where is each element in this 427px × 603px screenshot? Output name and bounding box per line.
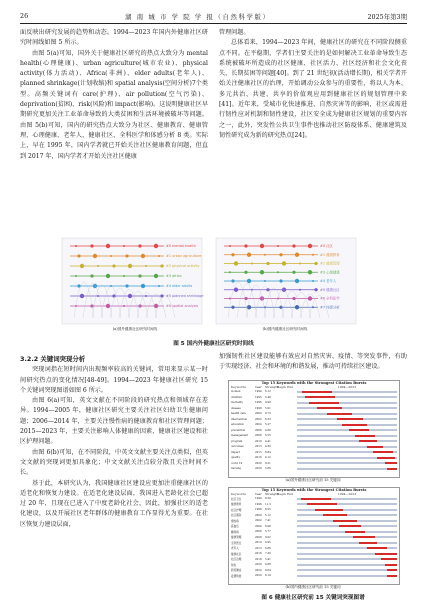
timeline-node — [295, 305, 299, 309]
strength: 8.20 — [265, 497, 271, 501]
keyword: 韧性 — [231, 563, 237, 567]
running-header — [20, 10, 407, 22]
strength: 6.33 — [265, 417, 271, 421]
timeline-cluster-label: #4 elder adults — [166, 284, 193, 289]
timeline-node — [229, 298, 231, 300]
burst-bar — [297, 451, 397, 453]
timeline-node — [75, 275, 77, 277]
timeline-cluster-label: #2 physical activity — [166, 264, 200, 269]
timeline-node — [279, 253, 282, 256]
journal-title: 湖 南 城 市 学 院 学 报（自然科学版） — [125, 12, 271, 21]
column-header: End — [287, 385, 294, 389]
figure-5b-caption: (b)国内健康社区研究时间线 — [262, 327, 308, 331]
year: 2008 — [255, 434, 262, 438]
timeline-cluster-label: #3 africa — [166, 274, 182, 279]
burst-table-a — [228, 380, 400, 478]
timeline-node — [266, 288, 269, 291]
burst-segment — [302, 391, 332, 393]
year: 2006 — [255, 428, 262, 432]
table-header — [229, 492, 399, 496]
keyword: management — [231, 434, 249, 438]
year: 2010 — [255, 439, 262, 443]
burst-bar — [297, 575, 397, 577]
table-row — [229, 466, 399, 472]
timeline-node — [154, 274, 158, 278]
strength: 5.12 — [265, 513, 271, 517]
timeline-node — [158, 255, 160, 257]
keyword: education — [231, 423, 244, 427]
timeline-node — [247, 279, 251, 283]
figure-5a-caption: (a)国外健康社区研究时间线 — [112, 327, 158, 331]
timeline-cluster-label: #0 社区 — [320, 244, 333, 249]
paragraph: 加强韧性社区建设能够有效应对自然灾害、疫情、等突发事件，有助于实现经济、社会和环境的和谐发展，推动可持续社区建设。 — [219, 353, 407, 371]
left-column-bottom — [20, 352, 208, 530]
burst-bar — [297, 553, 397, 555]
burst-bar — [297, 429, 397, 431]
strength: 6.86 — [265, 546, 271, 550]
timeline-node — [299, 289, 301, 291]
year: 2000 — [255, 513, 262, 517]
timeline-node — [279, 279, 282, 282]
timeline-node — [251, 263, 253, 265]
strength: 5.27 — [265, 423, 271, 427]
burst-bar — [297, 525, 397, 527]
timeline-node — [277, 271, 279, 273]
column-header: Keywords — [231, 385, 246, 389]
keyword: 糖尿病 — [231, 530, 239, 534]
year: 1994 — [255, 497, 262, 501]
burst-bar — [297, 569, 397, 571]
keyword: 社区护理 — [231, 508, 242, 512]
burst-segment — [387, 575, 397, 577]
year: 2006 — [255, 530, 262, 534]
timeline-node — [145, 295, 147, 297]
timeline-node — [264, 254, 266, 256]
timeline-node — [314, 262, 317, 265]
keyword: 疫情防控 — [231, 574, 242, 578]
keyword: quality — [231, 456, 241, 460]
timeline-node — [112, 264, 115, 267]
strength: 4.73 — [265, 412, 271, 416]
column-header: Strength — [265, 385, 279, 389]
keyword: disease — [231, 406, 241, 410]
timeline-node — [123, 275, 125, 277]
burst-segment — [337, 418, 363, 420]
year: 2015 — [255, 450, 262, 454]
timeline-node — [138, 244, 141, 247]
column-header: Begin — [277, 492, 286, 496]
timeline-node — [314, 288, 317, 291]
year: 2002 — [255, 417, 262, 421]
burst-segment — [339, 525, 361, 527]
column-header: Year — [255, 492, 262, 496]
strength: 6.84 — [265, 450, 271, 454]
year: 2020 — [255, 568, 262, 572]
timeline-cluster-label: #5 planned shrinkage — [166, 294, 204, 299]
keyword: women — [231, 390, 241, 394]
timeline-node — [110, 255, 112, 257]
burst-bar — [297, 457, 397, 459]
issue-label: 2025年第3期 — [367, 12, 407, 21]
year: 1998 — [255, 406, 262, 410]
burst-bar — [297, 542, 397, 544]
strength: 7.41 — [265, 519, 271, 523]
strength: 4.95 — [265, 541, 271, 545]
burst-segment — [385, 462, 397, 464]
timeline-node — [141, 254, 145, 258]
timeline-node — [97, 265, 99, 267]
strength: 7.30 — [265, 552, 271, 556]
burst-segment — [345, 531, 365, 533]
header-rule — [20, 23, 407, 24]
strength: 6.12 — [265, 390, 271, 394]
strength: 5.48 — [265, 395, 271, 399]
table-row — [229, 573, 399, 579]
strength: 4.30 — [265, 445, 271, 449]
year: 2004 — [255, 423, 262, 427]
keyword: health care — [231, 412, 246, 416]
year: 2013 — [255, 546, 262, 550]
burst-bar — [297, 558, 397, 560]
figure-6-caption: 图 6 健康社区研究前 15 关键词突现图谱 — [261, 595, 365, 601]
timeline-node — [90, 244, 93, 247]
timeline-node — [125, 284, 128, 287]
timeline-node — [80, 294, 84, 298]
burst-bar — [297, 498, 397, 500]
strength: 6.55 — [265, 508, 271, 512]
year: 2020 — [255, 563, 262, 567]
keyword: outcomes — [231, 445, 244, 449]
timeline-node — [312, 280, 314, 282]
timeline-node — [160, 294, 163, 297]
paragraph: 管理问题。 — [219, 29, 250, 36]
burst-segment — [301, 498, 331, 500]
keyword: intervention — [231, 417, 248, 421]
timeline-node — [231, 279, 234, 282]
burst-segment — [353, 536, 375, 538]
year: 1995 — [255, 395, 262, 399]
timeline-node — [234, 288, 238, 292]
keyword: mortality — [231, 401, 244, 405]
burst-table-title: Top 15 Keywords with the Strongest Citation Bursts — [261, 488, 367, 492]
strength: 4.12 — [265, 456, 271, 460]
burst-bar — [297, 520, 397, 522]
strength: 5.01 — [265, 406, 271, 410]
keyword: covid 19 — [231, 461, 243, 465]
burst-segment — [309, 402, 339, 404]
year: 1994 — [255, 390, 262, 394]
timeline-node — [231, 306, 234, 309]
figure-5 — [60, 236, 360, 336]
burst-bar — [297, 514, 397, 516]
year: 2020 — [255, 574, 262, 578]
burst-table-b — [228, 487, 400, 585]
keyword: 新冠肺炎 — [231, 569, 242, 573]
burst-bar — [297, 531, 397, 533]
timeline-node — [77, 254, 80, 257]
keyword: 社区卫生 — [231, 497, 242, 501]
timeline-node — [128, 294, 132, 298]
timeline-node — [292, 271, 295, 274]
strength: 5.55 — [265, 434, 271, 438]
paragraph: 基于此，本研究认为，我国健康社区建设应更加注重健康社区的适老化和恢复力建设。在适老化建设层面，我国进入老龄化社会已超过 20 年，且现在已进入了中度老龄化社会，因此，加强社区的适老化建设，以及开展社区老年群体的健康教育工作显得尤为重要。在社区恢复力建设层面， — [20, 479, 208, 528]
strength: 5.77 — [265, 530, 271, 534]
burst-segment — [305, 396, 335, 398]
table-header — [229, 385, 399, 389]
timeline-node — [299, 263, 301, 265]
burst-segment — [359, 542, 377, 544]
timeline-node — [308, 244, 312, 248]
year: 2018 — [255, 557, 262, 561]
burst-bar — [297, 446, 397, 448]
timeline-node — [145, 265, 147, 267]
strength: 9.21 — [265, 461, 271, 465]
keyword: 健康管理 — [231, 536, 242, 540]
strength: 4.88 — [265, 563, 271, 567]
strength: 4.41 — [265, 439, 271, 443]
timeline-cluster-label: #7 体感分析 — [320, 305, 340, 310]
paragraph: 由图 5(a)可知，国外关于健康社区研究的热点大致分为 mental health(心理健康)、urban agriculture(城市农业)、physical activity(体力活动)、Africa(非洲)、elder adults(老年人)、planned shrinkage(计划收缩)和 spatial analysis(空间分析)7个类型。高频关键词有 care(护理)、air pollution(空气污染)、deprivation(贫困)、risk(风险)和 impact(影响)。这说明健康社区早期研究更加关注工业革命导致的大类贫困和生活环境被破坏等问题。由图 5(b)可知，国内的研究热点大致分为社区、健康教育、健康管理、心理健康、老年人、健康社区、全科医学和体感分析 8 类。实际上，早在 1995 年，国内学者就已开始关注社区健康教育问题，但直到 2017 年，国内学者才开始关注社区健康 — [20, 49, 208, 160]
timeline-cluster-label: #0 mental health — [166, 244, 196, 249]
year: 2004 — [255, 524, 262, 528]
timeline-node — [158, 285, 160, 287]
timeline-node — [93, 254, 97, 258]
keyword: 老年人 — [231, 547, 239, 551]
timeline-node — [244, 271, 247, 274]
timeline-node — [282, 261, 286, 265]
timeline-node — [260, 270, 264, 274]
year: 2000 — [255, 412, 262, 416]
burst-bar — [297, 564, 397, 566]
year: 2020 — [255, 461, 262, 465]
keyword: nursing — [231, 467, 242, 471]
burst-segment — [381, 558, 397, 560]
timeline-node — [308, 270, 312, 274]
paragraph: 由图 6(a)可知，英文文献在不同阶段的研究热点和领域存在差异。1994—2005 年，健康社区研究主要关注社区妇幼卫生健康问题；2006—2014 年，主要关注慢性病的健康教育和社区管理问题；2015—2023 年，主要关注影响人体健康的因素，健康社区建设和社区护理问题。 — [20, 397, 208, 446]
timeline-node — [106, 274, 110, 278]
timeline-node — [312, 306, 314, 308]
timeline-node — [229, 245, 231, 247]
burst-segment — [323, 514, 347, 516]
timeline-node — [128, 264, 132, 268]
burst-segment — [375, 553, 397, 555]
year: 1998 — [255, 508, 262, 512]
timeline-node — [138, 274, 141, 277]
year: 2020 — [255, 467, 262, 471]
figure-6b-caption: (b)国内健康社区研究前 15 关键词 — [285, 585, 341, 589]
timeline-cluster-label: #6 spatial analysis — [166, 304, 199, 309]
column-header: Keywords — [231, 492, 246, 496]
timeline-node — [292, 297, 295, 300]
burst-bar — [297, 547, 397, 549]
strength: 5.41 — [265, 557, 271, 561]
timeline-node — [292, 244, 295, 247]
timeline-node — [264, 280, 266, 282]
timeline-node — [244, 244, 247, 247]
year: 1996 — [255, 401, 262, 405]
burst-segment — [315, 509, 343, 511]
paragraph: 总体看来，1994—2023 年间，健康社区的研究在不同阶段侧重点不同。在平稳期，学者们主要关注的是如何解决工业革命导致生态系统被破坏所造成的社区健康、社区活力、社区经济和社会文化丧失、长期贫困等问题[40]。到了 21 世纪初(活动增长期)，相关学者开始关注健康社区的治理，开始调动公众参与的重要性，将以人为本、多元共治、共建、共享的价值观应用到健康社区的规划管理中来[41]。近年来，受城市化快速推进、自然灾害等的影响，社区或需进行韧性应对机制和韧性建设，社区安全成为健康社区规划的重要内容之一，此外，突发性公共卫生事件也推动社区防疫体系、健康建筑及韧性研究成为新的研究热点[24]。 — [219, 39, 407, 139]
timeline-panel — [62, 238, 202, 324]
column-header: Begin — [277, 385, 286, 389]
timeline-node — [260, 244, 264, 248]
figure-5-caption: 图 5 国内外健康社区研究时间线 — [173, 341, 254, 347]
paragraph: 面反映出研究发展的趋势和动态。1994—2023 年国内外健康社区研究时间线如图 5 所示。 — [20, 29, 208, 47]
keyword: 高血压 — [231, 525, 239, 529]
timeline-node — [247, 253, 251, 257]
column-header: Year — [255, 385, 262, 389]
year: 2010 — [255, 541, 262, 545]
timeline-cluster-label: #4 老年人 — [320, 279, 337, 284]
timeline-cluster-label: #1 健康教育 — [320, 252, 340, 257]
keyword: program — [231, 439, 243, 443]
strength: 5.66 — [265, 467, 271, 471]
burst-bar — [297, 424, 397, 426]
keyword: 全科医生 — [231, 541, 242, 545]
burst-segment — [307, 503, 337, 505]
timeline-cluster-label: #3 心理健康 — [320, 270, 340, 275]
burst-segment — [359, 440, 377, 442]
burst-segment — [342, 424, 367, 426]
strength: 6.08 — [265, 524, 271, 528]
timeline-node — [231, 253, 234, 256]
keyword: 社区服务 — [231, 514, 242, 518]
keyword: 社区治理 — [231, 558, 242, 562]
timeline-node — [160, 264, 163, 267]
keyword: 慢性病 — [231, 519, 239, 523]
keyword: 健康教育 — [231, 503, 242, 507]
burst-segment — [349, 429, 369, 431]
strength: 4.66 — [265, 428, 271, 432]
burst-table-title: Top 15 Keywords with the Strongest Citation Bursts — [261, 381, 367, 385]
strength: 4.90 — [265, 401, 271, 405]
year: 2008 — [255, 535, 262, 539]
timeline-cluster-label: #6 全科医学 — [320, 296, 340, 301]
paragraph: 突现词指在短时间内出现频率较高的关键词，常用来显示某一时间研究热点的变化情况[48-49]。1994—2023 年健康社区研究 15 个关键词突现图谱如图 6 所示。 — [20, 366, 208, 394]
burst-segment — [333, 520, 357, 522]
timeline-node — [97, 295, 99, 297]
timeline-node — [90, 274, 93, 277]
left-column-top — [20, 28, 208, 162]
burst-bar — [297, 462, 397, 464]
year: 2002 — [255, 519, 262, 523]
burst-bar — [297, 413, 397, 415]
timeline-node — [266, 262, 269, 265]
year: 2016 — [255, 552, 262, 556]
timeline-node — [123, 305, 125, 307]
right-column-top — [219, 28, 407, 141]
burst-segment — [387, 468, 397, 470]
page-number: 26 — [20, 12, 29, 20]
column-header: Strength — [265, 492, 279, 496]
year: 2013 — [255, 445, 262, 449]
strength: 11.3 — [265, 502, 271, 506]
year-range: 1994—2023 — [337, 492, 357, 496]
burst-bar — [297, 391, 397, 393]
timeline-cluster-label: #1 urban agriculture — [166, 254, 202, 259]
burst-segment — [317, 407, 342, 409]
timeline-node — [308, 296, 312, 300]
keyword: prevention — [231, 428, 246, 432]
figure-6a-caption: (a)国外健康社区研究前 15 关键词 — [285, 478, 341, 482]
timeline-node — [123, 245, 125, 247]
timeline-node — [154, 244, 158, 248]
timeline-node — [106, 244, 110, 248]
burst-segment — [373, 451, 393, 453]
strength: 6.19 — [265, 574, 271, 578]
burst-bar — [297, 402, 397, 404]
timeline-figure — [60, 236, 360, 326]
burst-bar — [297, 418, 397, 420]
timeline-node — [277, 245, 279, 247]
timeline-node — [234, 261, 238, 265]
strength: 8.64 — [265, 568, 271, 572]
burst-bar — [297, 509, 397, 511]
paragraph: 由图 6(b)可知，在不同阶段，中英文文献主要关注点类似，但英文文献的突现词更加具象化；中文文献关注点较分散且关注时间不长。 — [20, 448, 208, 477]
burst-segment — [367, 446, 383, 448]
strength: 9.02 — [265, 535, 271, 539]
burst-bar — [297, 440, 397, 442]
burst-segment — [385, 564, 397, 566]
timeline-node — [141, 284, 145, 288]
burst-bar — [297, 407, 397, 409]
right-column-bottom — [219, 352, 407, 373]
keyword: 健康社区 — [231, 552, 242, 556]
timeline-node — [295, 253, 299, 257]
timeline-node — [312, 254, 314, 256]
column-header: End — [287, 492, 294, 496]
burst-segment — [367, 547, 387, 549]
timeline-cluster-label: #5 健康社区 — [320, 287, 340, 292]
burst-segment — [327, 413, 352, 415]
burst-segment — [387, 569, 397, 571]
burst-bar — [297, 468, 397, 470]
timeline-node — [125, 254, 128, 257]
section-heading: 3.2.2 关键词突现分析 — [20, 355, 86, 363]
burst-segment — [355, 435, 375, 437]
timeline-node — [295, 279, 299, 283]
timeline-node — [80, 264, 84, 268]
keyword: impact — [231, 450, 240, 454]
year-range: 1994—2023 — [337, 385, 357, 389]
burst-bar — [297, 503, 397, 505]
keyword: children — [231, 395, 242, 399]
burst-bar — [297, 536, 397, 538]
timeline-node — [229, 271, 231, 273]
timeline-node — [75, 245, 77, 247]
burst-bar — [297, 435, 397, 437]
burst-bar — [297, 396, 397, 398]
timeline-cluster-label: #2 健康管理 — [320, 261, 340, 266]
burst-segment — [377, 457, 395, 459]
year: 2016 — [255, 456, 262, 460]
year: 1996 — [255, 502, 262, 506]
